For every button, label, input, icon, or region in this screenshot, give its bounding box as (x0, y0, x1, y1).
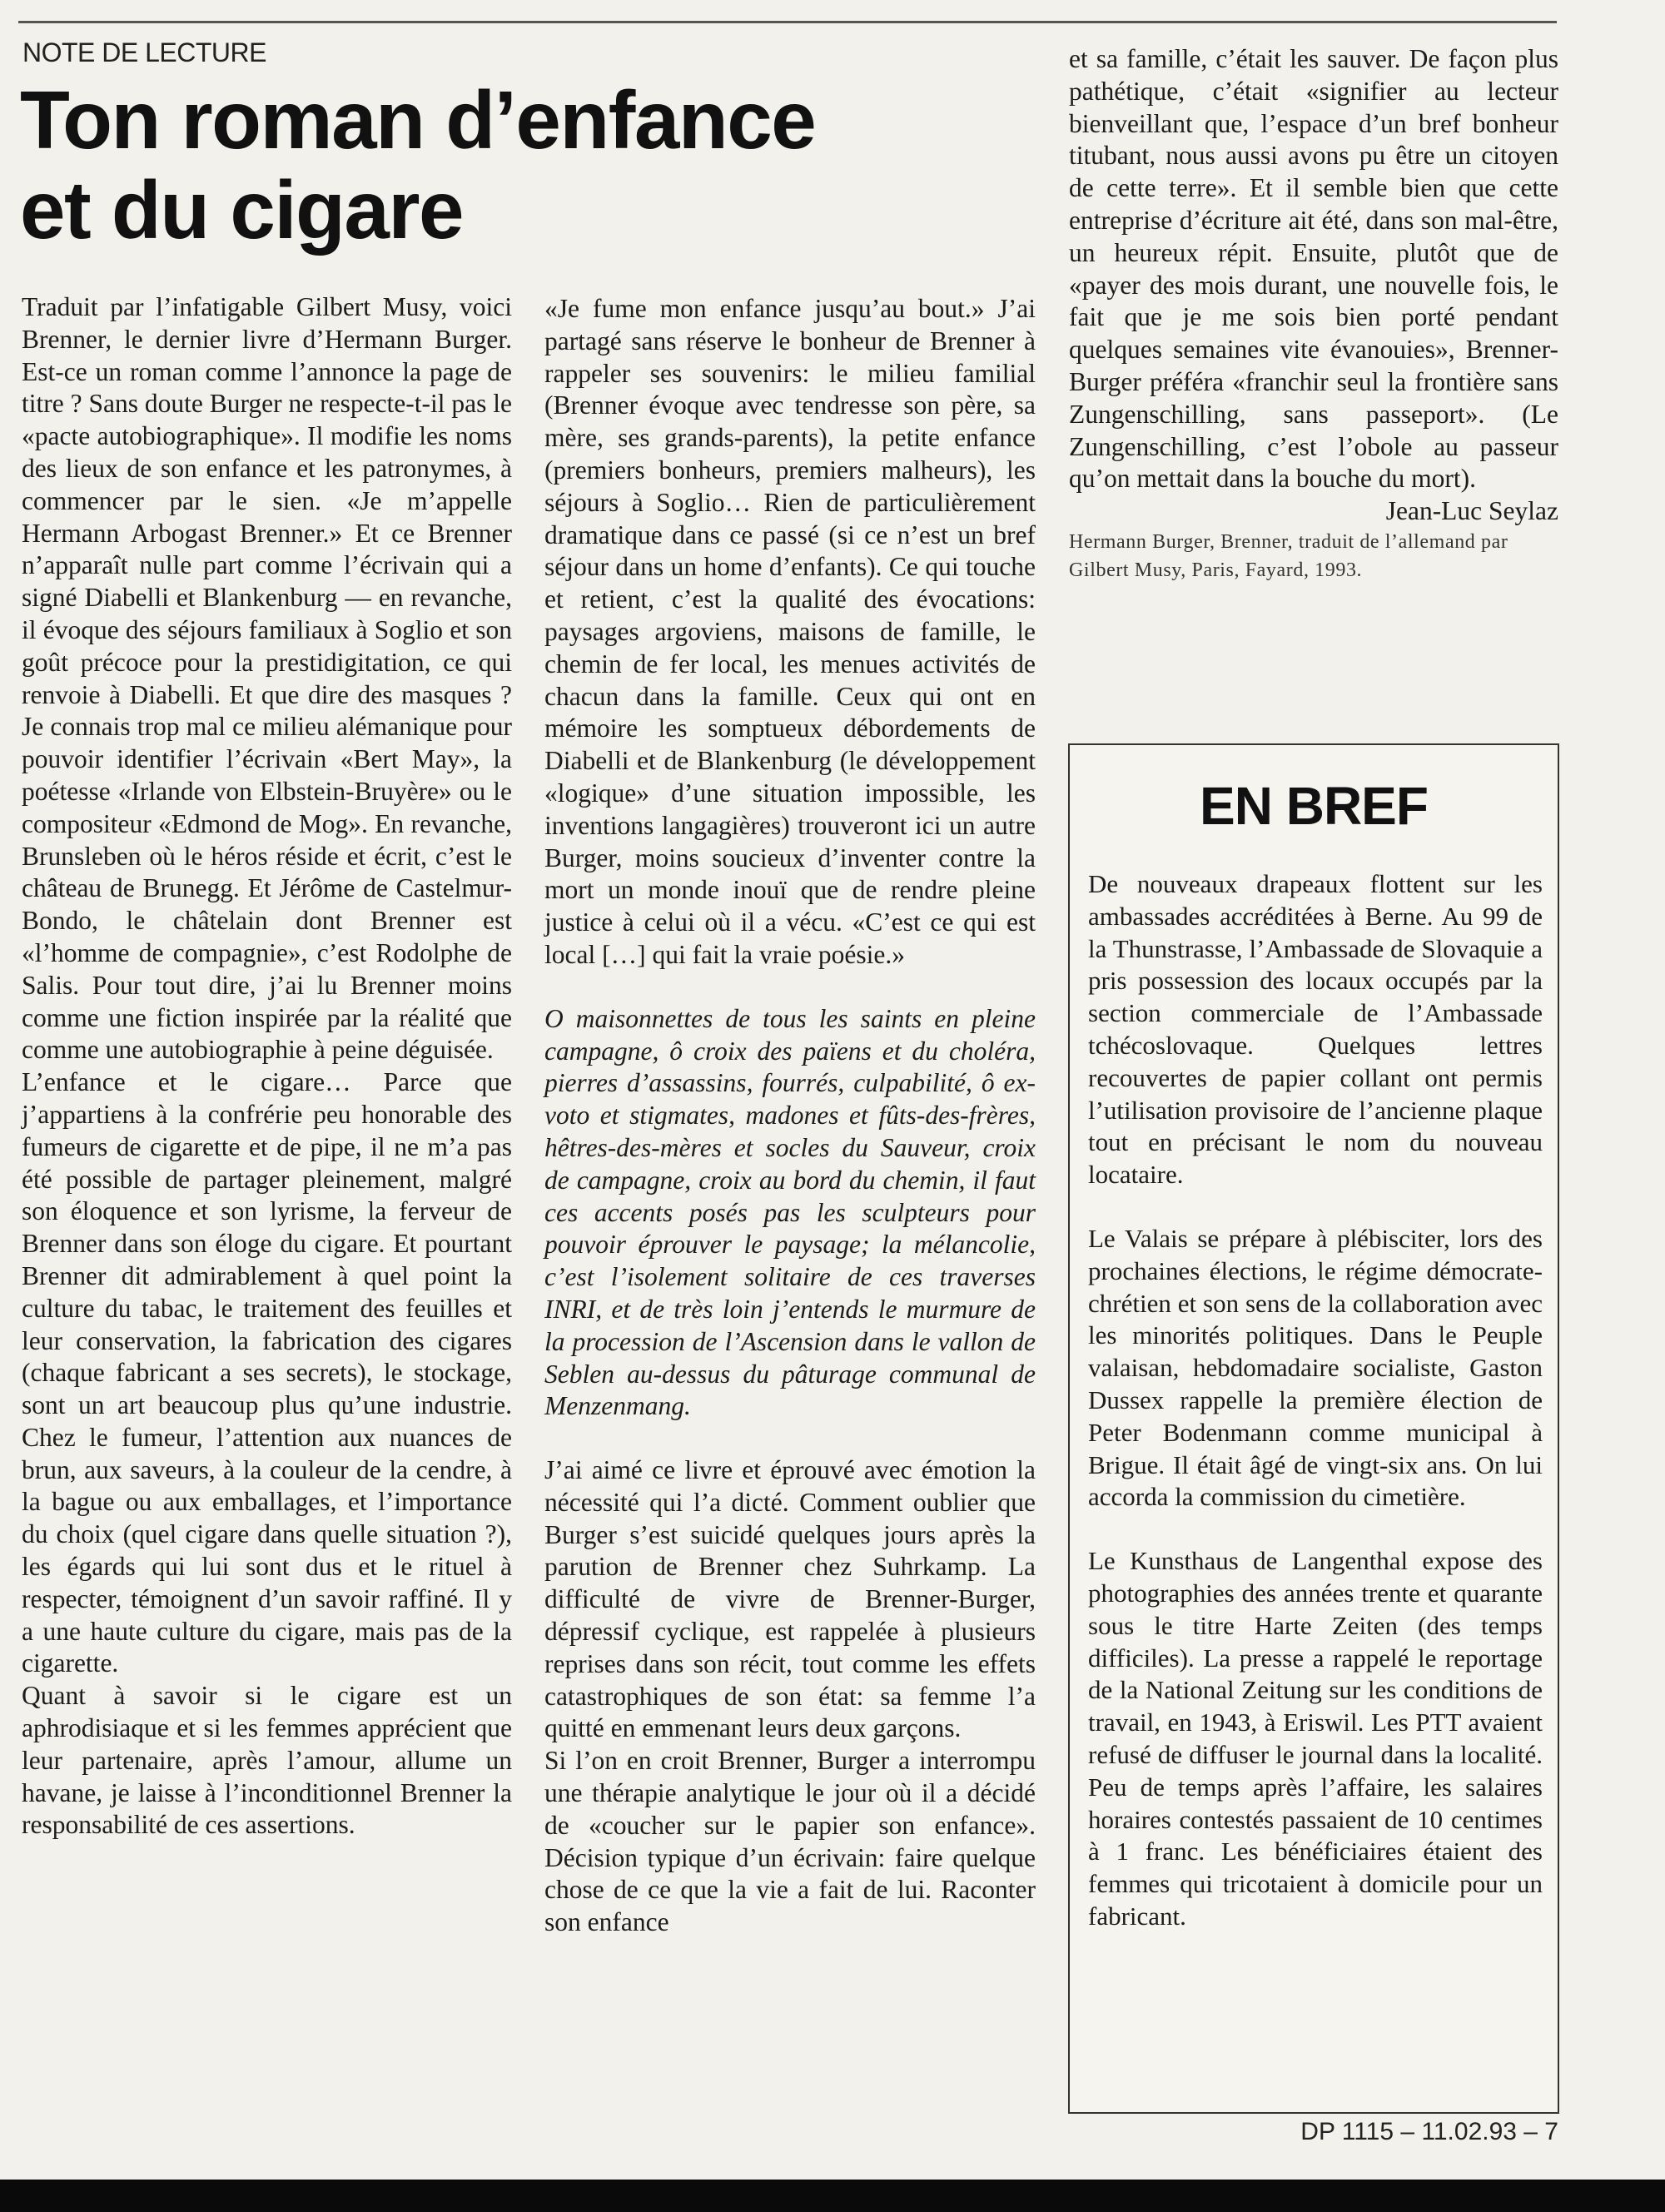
bref-item: Le Kunsthaus de Langenthal expose des photographies des années trente et quarante sous le titre Harte Zeiten (des temps difficiles). La presse a rappelé le reportage de la National Zeitung sur les conditions de travail, en 1943, à Eriswil. Les PTT avaient refusé de diffuser le journal dans la localité. Peu de temps après l’affaire, les salaires horaires contestés passaient de 10 centimes à 1 franc. Les bénéficiaires étaient des femmes qui tricotaient à domicile pour un fabricant. (1088, 1546, 1543, 1931)
paragraph: et sa famille, c’était les sauver. De façon plus pathétique, c’était «signifier au lecteur bienveillant que, l’espace d’un bref bonheur titubant, nous aussi avons pu être un citoyen de cette terre». Et il semble bien que cette entreprise d’écriture ait été, dans son mal-être, un heureux répit. Ensuite, plutôt que de «payer des mois durant, une nouvelle fois, le fait que je me sois bien porté pendant quelques semaines vite évanouies», Brenner-Burger préféra «franchir seul la frontière sans Zungenschilling, sans passeport». (Le Zungenschilling, c’est l’obole au passeur qu’on mettait dans la bouche du mort). (1069, 44, 1558, 494)
book-reference: Hermann Burger, Brenner, traduit de l’allemand par Gilbert Musy, Paris, Fayard, 1993. (1069, 530, 1508, 581)
en-bref-body (1088, 868, 1543, 1933)
paragraph: J’ai aimé ce livre et éprouvé avec émotion la nécessité qui l’a dicté. Comment oublier que Burger s’est suicidé quelques jours après la parution de Brenner chez Suhrkamp. La difficulté de vivre de Brenner-Burger, dépressif cyclique, est rappelée à plusieurs reprises dans son récit, tout comme les effets catastrophiques de son état: sa femme l’a quitté en emmenant leurs deux garçons. (544, 1455, 1036, 1743)
article-column-3 (1069, 43, 1558, 584)
section-kicker: NOTE DE LECTURE (22, 37, 266, 67)
paragraph: L’enfance et le cigare… Parce que j’appartiens à la confrérie peu honorable des fumeurs de cigarette et de pipe, il ne m’a pas été possible de partager pleinement, malgré son éloquence et son lyrisme, la ferveur de Brenner dans son éloge du cigare. Et pourtant Brenner dit admirablement à quel point la culture du tabac, le traitement des feuilles et leur conservation, la fabrication des cigares (chaque fabricant a ses secrets), le stockage, sont un art beaucoup plus qu’une industrie. Chez le fumeur, l’attention aux nuances de brun, aux saveurs, à la couleur de la cendre, à la bague ou aux emballages, et l’importance du choix (quel cigare dans quelle situation ?), les égards qui lui sont dus et le rituel à respecter, témoignent d’un savoir raffiné. Il y a une haute culture du cigare, mais pas de la cigarette. (22, 1067, 512, 1678)
paragraph: Si l’on en croit Brenner, Burger a interrompu une thérapie analytique le jour où il a décidé de «coucher sur le papier son enfance». Décision typique d’un écrivain: faire quelque chose de ce que la vie a fait de lui. Raconter son enfance (544, 1746, 1036, 1937)
bottom-scan-edge (0, 2180, 1665, 2212)
article-title (20, 75, 1044, 255)
poetic-quote: O maisonnettes de tous les saints en pleine campagne, ô croix des païens et du choléra, pierres d’assassins, fourrés, culpabilité, ô ex-voto et stigmates, madones et fûts-des-frères, hêtres-des-mères et socles du Sauveur, croix de campagne, croix au bord du chemin, il faut ces accents posés pas les sculpteurs pour pouvoir éprouver le paysage; la mélancolie, c’est l’isolement solitaire de ces traverses INRI, et de très loin j’entends le murmure de la procession de l’Ascension dans le vallon de Seblen au-dessus du pâturage communal de Menzenmang. (544, 1003, 1036, 1421)
paragraph: Quant à savoir si le cigare est un aphrodisiaque et si les femmes apprécient que leur partenaire, après l’amour, allume un havane, je laisse à l’inconditionnel Brenner la responsabilité de ces assertions. (22, 1681, 512, 1840)
article-column-2 (544, 293, 1036, 1939)
paragraph: Traduit par l’infatigable Gilbert Musy, voici Brenner, le dernier livre d’Hermann Burger. Est-ce un roman comme l’annonce la page de titre ? Sans doute Burger ne respecte-t-il pas le «pacte autobiographique». Il modifie les noms des lieux de son enfance et les patronymes, à commencer par le sien. «Je m’appelle Hermann Arbogast Brenner.» Et ce Brenner n’apparaît nulle part comme l’écrivain qui a signé Diabelli et Blankenburg — en revanche, il évoque des séjours familiaux à Soglio et son goût précoce pour la prestidigitation, ce qui renvoie à Diabelli. Et que dire des masques ? Je connais trop mal ce milieu alémanique pour pouvoir identifier l’écrivain «Bert May», la poétesse «Irlande von Elbstein-Bruyère» ou le compositeur «Edmond de Mog». En revanche, Brunsleben où le héros réside et écrit, c’est le château de Brunegg. Et Jérôme de Castelmur-Bondo, le châtelain dont Brenner est «l’homme de compagnie», c’est Rodolphe de Salis. Pour tout dire, j’ai lu Brenner moins comme une fiction inspirée par la réalité que comme une autobiographie à peine déguisée. (22, 292, 512, 1065)
title-line-1: Ton roman d’enfance (20, 74, 816, 166)
en-bref-box (1068, 743, 1559, 2114)
bref-item: De nouveaux drapeaux flottent sur les ambassades accréditées à Berne. Au 99 de la Thunstrasse, l’Ambassade de Slovaquie a pris possession des locaux occupés par la section commerciale de l’Ambassade tchécoslovaque. Quelques lettres recouvertes de papier collant ont permis l’utilisation provisoire de l’ancienne plaque tout en précisant le nom du nouveau locataire. (1088, 869, 1543, 1190)
en-bref-title: EN BREF (1200, 776, 1428, 836)
article-column-1 (22, 291, 512, 1842)
title-line-2: et du cigare (20, 164, 464, 256)
page-folio: DP 1115 – 11.02.93 – 7 (1300, 2118, 1558, 2145)
author-signature: Jean-Luc Seylaz (1385, 496, 1558, 526)
paragraph: «Je fume mon enfance jusqu’au bout.» J’ai partagé sans réserve le bonheur de Brenner à rappeler ses souvenirs: le milieu familial (Brenner évoque avec tendresse son père, sa mère, ses grands-parents), la petite enfance (premiers bonheurs, premiers malheurs), les séjours à Soglio… Rien de particulièrement dramatique dans ce passé (si ce n’est un bref séjour dans un home d’enfants). Ce qui touche et retient, c’est la qualité des évocations: paysages argoviens, maisons de famille, le chemin de fer local, les menues activités de chacun dans la famille. Ceux qui ont en mémoire les somptueux débordements de Diabelli et de Blankenburg (le développement «logique» d’une situation impossible, les inventions langagières) trouveront ici un autre Burger, moins soucieux d’inventer contre la mort un monde inouï que de rendre pleine justice à celui où il a vécu. «C’est ce qui est local […] qui fait la vraie poésie.» (544, 294, 1036, 969)
top-rule (18, 21, 1557, 23)
bref-item: Le Valais se prépare à plébisciter, lors des prochaines élections, le régime démocrate-chrétien et son sens de la collaboration avec les minorités politiques. Dans le Peuple valaisan, hebdomadaire socialiste, Gaston Dussex rappelle la première élection de Peter Bodenmann comme municipal à Brigue. Il était âgé de vingt-six ans. On lui accorda la commission du cimetière. (1088, 1223, 1543, 1512)
